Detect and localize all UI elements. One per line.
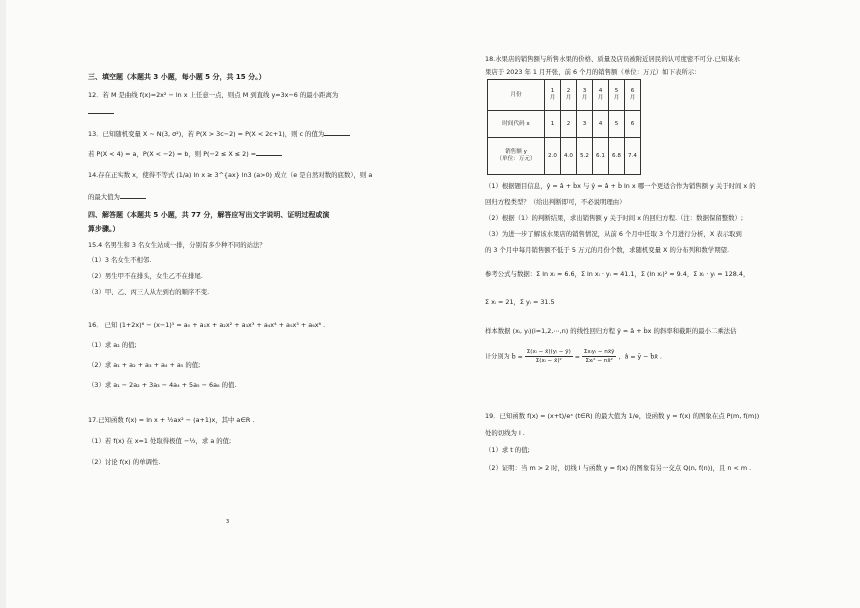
question-15-part2: （2）男生甲不在排头，女生乙不在排尾.: [88, 272, 203, 280]
page-edge: [0, 0, 6, 608]
question-12: 12．若 M 是曲线 f(x)=2x² − ln x 上任意一点，则点 M 到直线 y=3x−6 的最小距离为: [88, 91, 339, 99]
table-header-sales: 销售额 y （单位：万元）: [488, 138, 545, 175]
question-16-part1: （1）求 a₂ 的值;: [88, 341, 137, 349]
section3-header: 三、填空题（本题共 3 小题，每小题 5 分，共 15 分。）: [88, 73, 266, 81]
question-13-line2: 若 P(X < 4) = a，P(X < −2) = b，则 P(−2 ≤ X ≤ 2) =: [88, 149, 282, 158]
regression-formula: 计分别为 b̂ = $\frac{\text{Σ(xᵢ − x̄)(yᵢ − ȳ)}}{\text{Σ(xᵢ − x̄)²}}$ = $\frac{\text{Σxᵢyᵢ − nx̄ȳ}}{\text{Σxᵢ² − nx̄²}}$ ，â = ȳ − b̂x̄ .: [485, 349, 662, 364]
question-18-part1-line1: （1）根据题目信息，ŷ = â + b̂x 与 ŷ = â + b̂ ln x 哪一个更适合作为销售额 y 关于时间 x 的: [485, 182, 756, 190]
question-18-line1: 18.水果店的销售额与所售水果的价格、质量及店员被附近居民的认可度密不可分.已知某水: [485, 55, 741, 63]
table-cell: 6.8: [609, 138, 625, 175]
reference-formulas-line1: 参考公式与数据：Σ ln xᵢ ≈ 6.6，Σ ln xᵢ · yᵢ ≈ 41.1，Σ (ln xᵢ)² ≈ 9.4，Σ xᵢ · yᵢ = 128.4，: [485, 270, 750, 278]
question-19-part1: （1）求 t 的值;: [485, 446, 530, 454]
question-16-part2: （2）求 a₁ + a₂ + a₃ + a₄ + a₅ 的值;: [88, 361, 201, 369]
fraction-sums: $\frac{\text{Σxᵢyᵢ − nx̄ȳ}}{\text{Σxᵢ² − nx̄²}}$: [583, 349, 615, 364]
question-17: 17.已知函数 f(x) = ln x + ½ax² − (a+1)x，其中 a∈R .: [88, 416, 255, 424]
question-16-part3: （3）求 a₁ − 2a₂ + 3a₃ − 4a₄ + 5a₅ − 6a₆ 的值.: [88, 381, 237, 389]
table-row-sales: [488, 138, 641, 175]
fraction-deviation: $\frac{\text{Σ(xᵢ − x̄)(yᵢ − ȳ)}}{\text{Σ(xᵢ − x̄)²}}$: [526, 349, 571, 364]
section4-header-line1: 四、解答题（本题共 5 小题，共 77 分，解答应写出文字说明、证明过程或演: [88, 211, 330, 219]
reference-formulas-line3: 样本数据 (xᵢ, yᵢ)(i=1,2,⋯,n) 的线性回归方程 ŷ = â + b̂x 的斜率和截距的最小二乘法估: [485, 327, 737, 335]
table-cell: 2: [561, 111, 577, 138]
question-18-part1-line2: 回归方程类型？（给出判断即可，不必说明理由）: [485, 198, 626, 206]
table-cell: 3 月: [577, 80, 593, 111]
question-18-part3-line2: 的 3 个月中每月销售额不低于 5 万元的月份个数，求随机变量 X 的分布列和数学期望.: [485, 246, 730, 254]
question-15-part3: （3）甲、乙、丙三人从左到右的顺序不变.: [88, 288, 210, 296]
table-cell: 4: [593, 111, 609, 138]
question-15-part1: （1）3 名女生不相邻.: [88, 256, 152, 264]
question-18-line2: 果店于 2023 年 1 月开张，前 6 个月的销售额（单位：万元）如下表所示：: [485, 68, 701, 76]
question-16: 16． 已知 (1+2x)⁶ − (x−1)⁵ = a₀ + a₁x + a₂x² + a₃x³ + a₄x⁴ + a₅x⁵ + a₆x⁶ .: [88, 321, 326, 329]
table-cell: 7.4: [625, 138, 641, 175]
table-row-months: [488, 80, 641, 111]
question-14-line2: 的最大值为: [88, 192, 146, 201]
table-cell: 6: [625, 111, 641, 138]
page-number: 3: [226, 519, 230, 525]
sales-table: [487, 79, 641, 175]
table-row-codes: [488, 111, 641, 138]
answer-blank-12[interactable]: [88, 107, 114, 116]
table-header-month: 月份: [488, 80, 545, 111]
table-header-code: 时间代码 x: [488, 111, 545, 138]
table-cell: 2 月: [561, 80, 577, 111]
question-17-part2: （2）讨论 f(x) 的单调性.: [88, 458, 161, 466]
table-cell: 3: [577, 111, 593, 138]
table-cell: 6 月: [625, 80, 641, 111]
question-19-part2: （2）证明：当 m > 2 时，切线 l 与函数 y = f(x) 的图象有另一交点 Q(n, f(n))，且 n < m .: [485, 464, 752, 472]
question-19-line1: 19．已知函数 f(x) = (x+t)/eˣ (t∈R) 的最大值为 1/e，设函数 y = f(x) 的图象在点 P(m, f(m)): [485, 412, 760, 420]
question-15: 15.4 名男生和 3 名女生站成一排，分别有多少种不同的站法？: [88, 241, 266, 249]
table-cell: 1: [545, 111, 561, 138]
question-17-part1: （1）若 f(x) 在 x=1 处取得极值 −½，求 a 的值;: [88, 437, 232, 445]
question-18-part2: （2）根据（1）的判断结果，求出销售额 y 关于时间 x 的回归方程.（注：数据保留整数）;: [485, 214, 744, 222]
table-cell: 5.2: [577, 138, 593, 175]
table-cell: 4 月: [593, 80, 609, 111]
table-cell: 5 月: [609, 80, 625, 111]
question-14-line1: 14.存在正实数 x，使得不等式 (1/a) ln x ≥ 3^{ax} ln3 (a>0) 成立（e 是自然对数的底数），则 a: [88, 171, 373, 179]
question-13-line1: 13．已知随机变量 X ∼ N(3, σ²)，若 P(X > 3c−2) = P(X < 2c+1)，则 c 的值为: [88, 129, 350, 138]
table-cell: 4.0: [561, 138, 577, 175]
table-cell: 6.1: [593, 138, 609, 175]
question-19-line2: 处的切线为 l .: [485, 429, 525, 437]
table-cell: 1 月: [545, 80, 561, 111]
reference-formulas-line2: Σ xᵢ = 21，Σ yᵢ = 31.5: [485, 298, 555, 306]
table-cell: 5: [609, 111, 625, 138]
section4-header-line2: 算步骤。）: [88, 225, 120, 233]
question-18-part3-line1: （3）为进一步了解该水果店的销售情况，从前 6 个月中任取 3 个月进行分析，X 表示取到: [485, 230, 742, 238]
table-cell: 2.0: [545, 138, 561, 175]
